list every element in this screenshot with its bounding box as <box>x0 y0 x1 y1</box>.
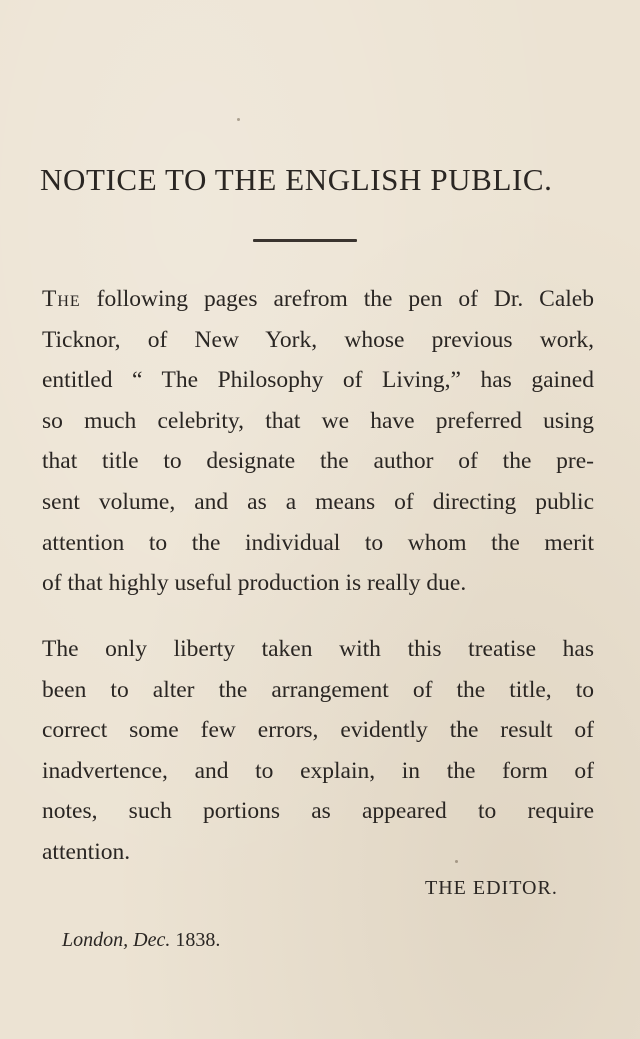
place-and-date <box>62 926 220 954</box>
paper-speck <box>455 860 458 863</box>
notice-paragraph-1 <box>42 279 594 604</box>
paragraph-2-line: inadvertence, and to explain, in the form of <box>42 757 594 784</box>
year: 1838. <box>175 929 221 951</box>
paragraph-1-line: entitled “ The Philosophy of Living,” has gained <box>42 367 594 394</box>
page-title: NOTICE TO THE ENGLISH PUBLIC. <box>40 162 553 197</box>
paragraph-2-line: been to alter the arrangement of the title, to <box>42 676 594 703</box>
title-rule-divider <box>253 239 357 242</box>
place: London, <box>62 929 129 951</box>
paragraph-2-line: notes, such portions as appeared to require <box>42 798 594 825</box>
paragraph-1-line: of that highly useful production is really due. <box>42 570 467 597</box>
paragraph-2-line: correct some few errors, evidently the result of <box>42 717 594 744</box>
paragraph-1-line: that title to designate the author of the pre- <box>42 448 594 475</box>
paragraph-2-line: The only liberty taken with this treatise has <box>42 636 594 662</box>
paragraph-1-line: sent volume, and as a means of directing public <box>42 488 594 515</box>
paragraph-1-line: attention to the individual to whom the merit <box>42 529 594 556</box>
month: Dec. <box>133 929 171 951</box>
paragraph-1-line: Ticknor, of New York, whose previous work, <box>42 326 594 353</box>
paragraph-1-line: so much celebrity, that we have preferred using <box>42 407 594 434</box>
editor-signature: THE EDITOR. <box>425 877 558 899</box>
paragraph-1-first-line-rest: following pages arefrom the pen of Dr. Caleb <box>80 286 594 312</box>
notice-paragraph-2 <box>42 629 594 873</box>
paragraph-1-lead-word: The <box>42 286 81 312</box>
paper-speck <box>237 118 240 121</box>
paragraph-1-line <box>42 279 594 320</box>
paragraph-2-line: attention. <box>42 838 131 865</box>
